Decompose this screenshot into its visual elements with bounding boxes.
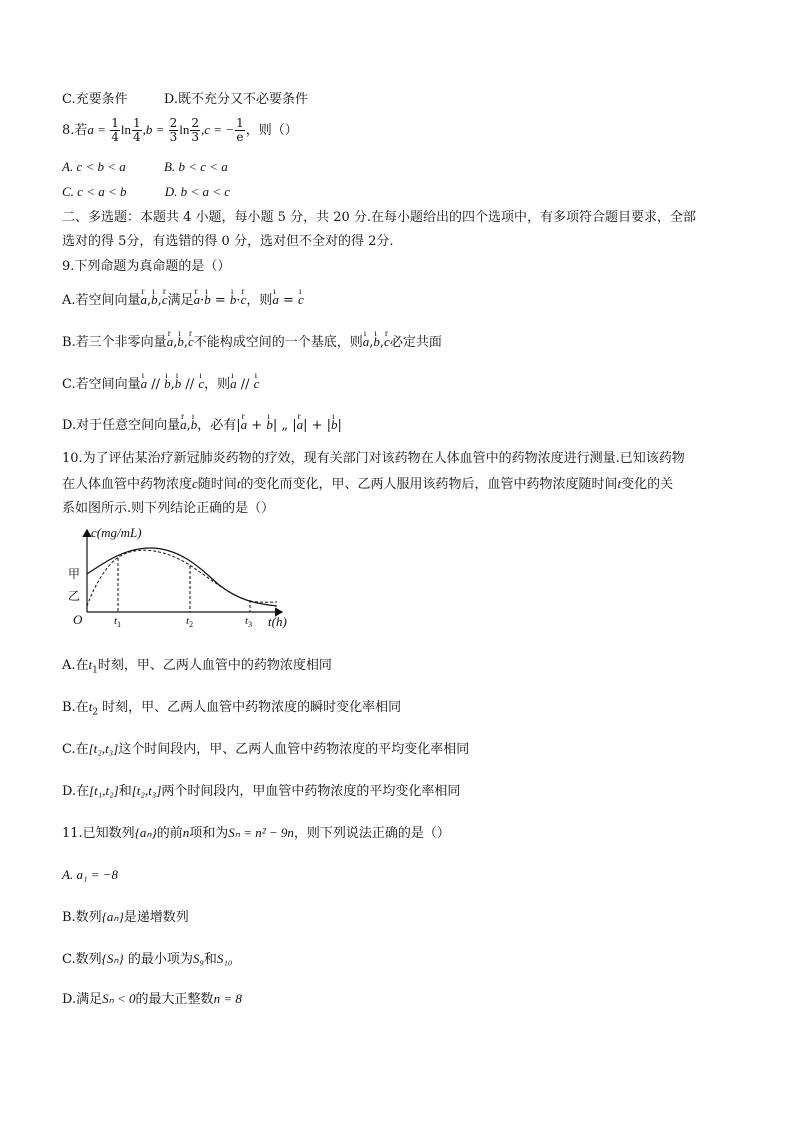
curve-jia xyxy=(87,548,277,606)
q9-option-a: A.若空间向量r a,ı b,r c满足r a·ı b = ı b·r c，则ı a = ı c xyxy=(62,291,304,310)
q8-option-c: C. c < a < b xyxy=(62,184,127,199)
t2-label: $t_2$ xyxy=(186,615,194,629)
q10-concentration-graph xyxy=(60,524,300,632)
q10-stem-line2: 在人体血管中药物浓度c随时间t的变化而变化，甲、乙两人服用该药物后，血管中药物浓度随时间t变化的关 xyxy=(62,476,674,492)
q11-option-d: D.满足Sₙ < 0的最大正整数n = 8 xyxy=(62,991,242,1007)
q9-option-b: B.若三个非零向量r a,ı b,r c不能构成空间的一个基底，则ı a,ı b,r c必定共面 xyxy=(62,333,442,352)
label-yi: 乙 xyxy=(68,589,81,603)
q11-option-a: A. a₁ = −8 xyxy=(62,867,119,882)
q7-options xyxy=(62,91,308,109)
q11-option-c: C.数列{Sₙ} 的最小项为S₉和S₁₀ xyxy=(62,951,233,967)
q10-option-a: A.在$t_1$时刻，甲、乙两人血管中的药物浓度相同 xyxy=(62,657,332,676)
section2-line2: 选对的得 5分，有选错的得 0 分，选对但不全对的得 2分. xyxy=(62,234,394,249)
t1-label: $t_1$ xyxy=(114,615,122,629)
q8-option-b: B. b < c < a xyxy=(164,159,228,174)
q7-option-d: D.既不充分又不必要条件 xyxy=(163,92,308,107)
q10-option-b: B.在$t_2$ 时刻，甲、乙两人血管中药物浓度的瞬时变化率相同 xyxy=(62,699,402,718)
q8-options-row1 xyxy=(62,158,228,177)
q10-stem-line1: 10.为了评估某治疗新冠肺炎药物的疗效，现有关部门对该药物在人体血管中的药物浓度进行测量.已知该药物 xyxy=(62,451,685,466)
q11-stem: 11.已知数列{aₙ}的前n项和为Sₙ = n² − 9n，则下列说法正确的是（） xyxy=(62,825,450,841)
origin-label: O xyxy=(73,612,83,627)
q9-option-c: C.若空间向量ı a // ı b,ı b // ı c，则ı a // ı c xyxy=(62,375,259,394)
q8-options-row2 xyxy=(62,183,230,202)
q9-stem: 9.下列命题为真命题的是（） xyxy=(62,259,231,274)
q8-option-a: A. c < b < a xyxy=(62,159,126,174)
x-axis-label: t(h) xyxy=(268,614,287,629)
y-axis-label: c(mg/mL) xyxy=(91,525,142,540)
q8-stem: 8.若a = $\frac{1}{4}$ ln $\frac{1}{4}$ ,b = $\frac{2}{3}$ ln $\frac{2}{3}$ ,c = − $\frac{1}{e}$ ，则（） xyxy=(62,116,298,144)
t3-label: $t_3$ xyxy=(245,615,253,629)
q10-option-d: D.在[t₁,t₂]和[t₂,t₃]两个时间段内，甲血管中药物浓度的平均变化率相同 xyxy=(62,783,461,799)
q10-stem-line3: 系如图所示.则下列结论正确的是（） xyxy=(62,501,275,516)
q9-option-d: D.对于任意空间向量r a,ı b，必有|r a + ı b| „ |r a| + |ı b| xyxy=(62,416,342,435)
q8-option-d: D. b < a < c xyxy=(164,184,230,199)
q7-option-c: C.充要条件 xyxy=(62,92,128,107)
label-jia: 甲 xyxy=(68,567,81,581)
q11-option-b: B.数列{aₙ}是递增数列 xyxy=(62,909,189,925)
q10-option-c: C.在[t₂,t₃]这个时间段内，甲、乙两人血管中药物浓度的平均变化率相同 xyxy=(62,741,470,757)
section2-line1: 二、多选题：本题共 4 小题，每小题 5 分，共 20 分.在每小题给出的四个选项中，有多项符合题目要求，全部 xyxy=(62,210,697,225)
curve-yi xyxy=(87,550,277,606)
